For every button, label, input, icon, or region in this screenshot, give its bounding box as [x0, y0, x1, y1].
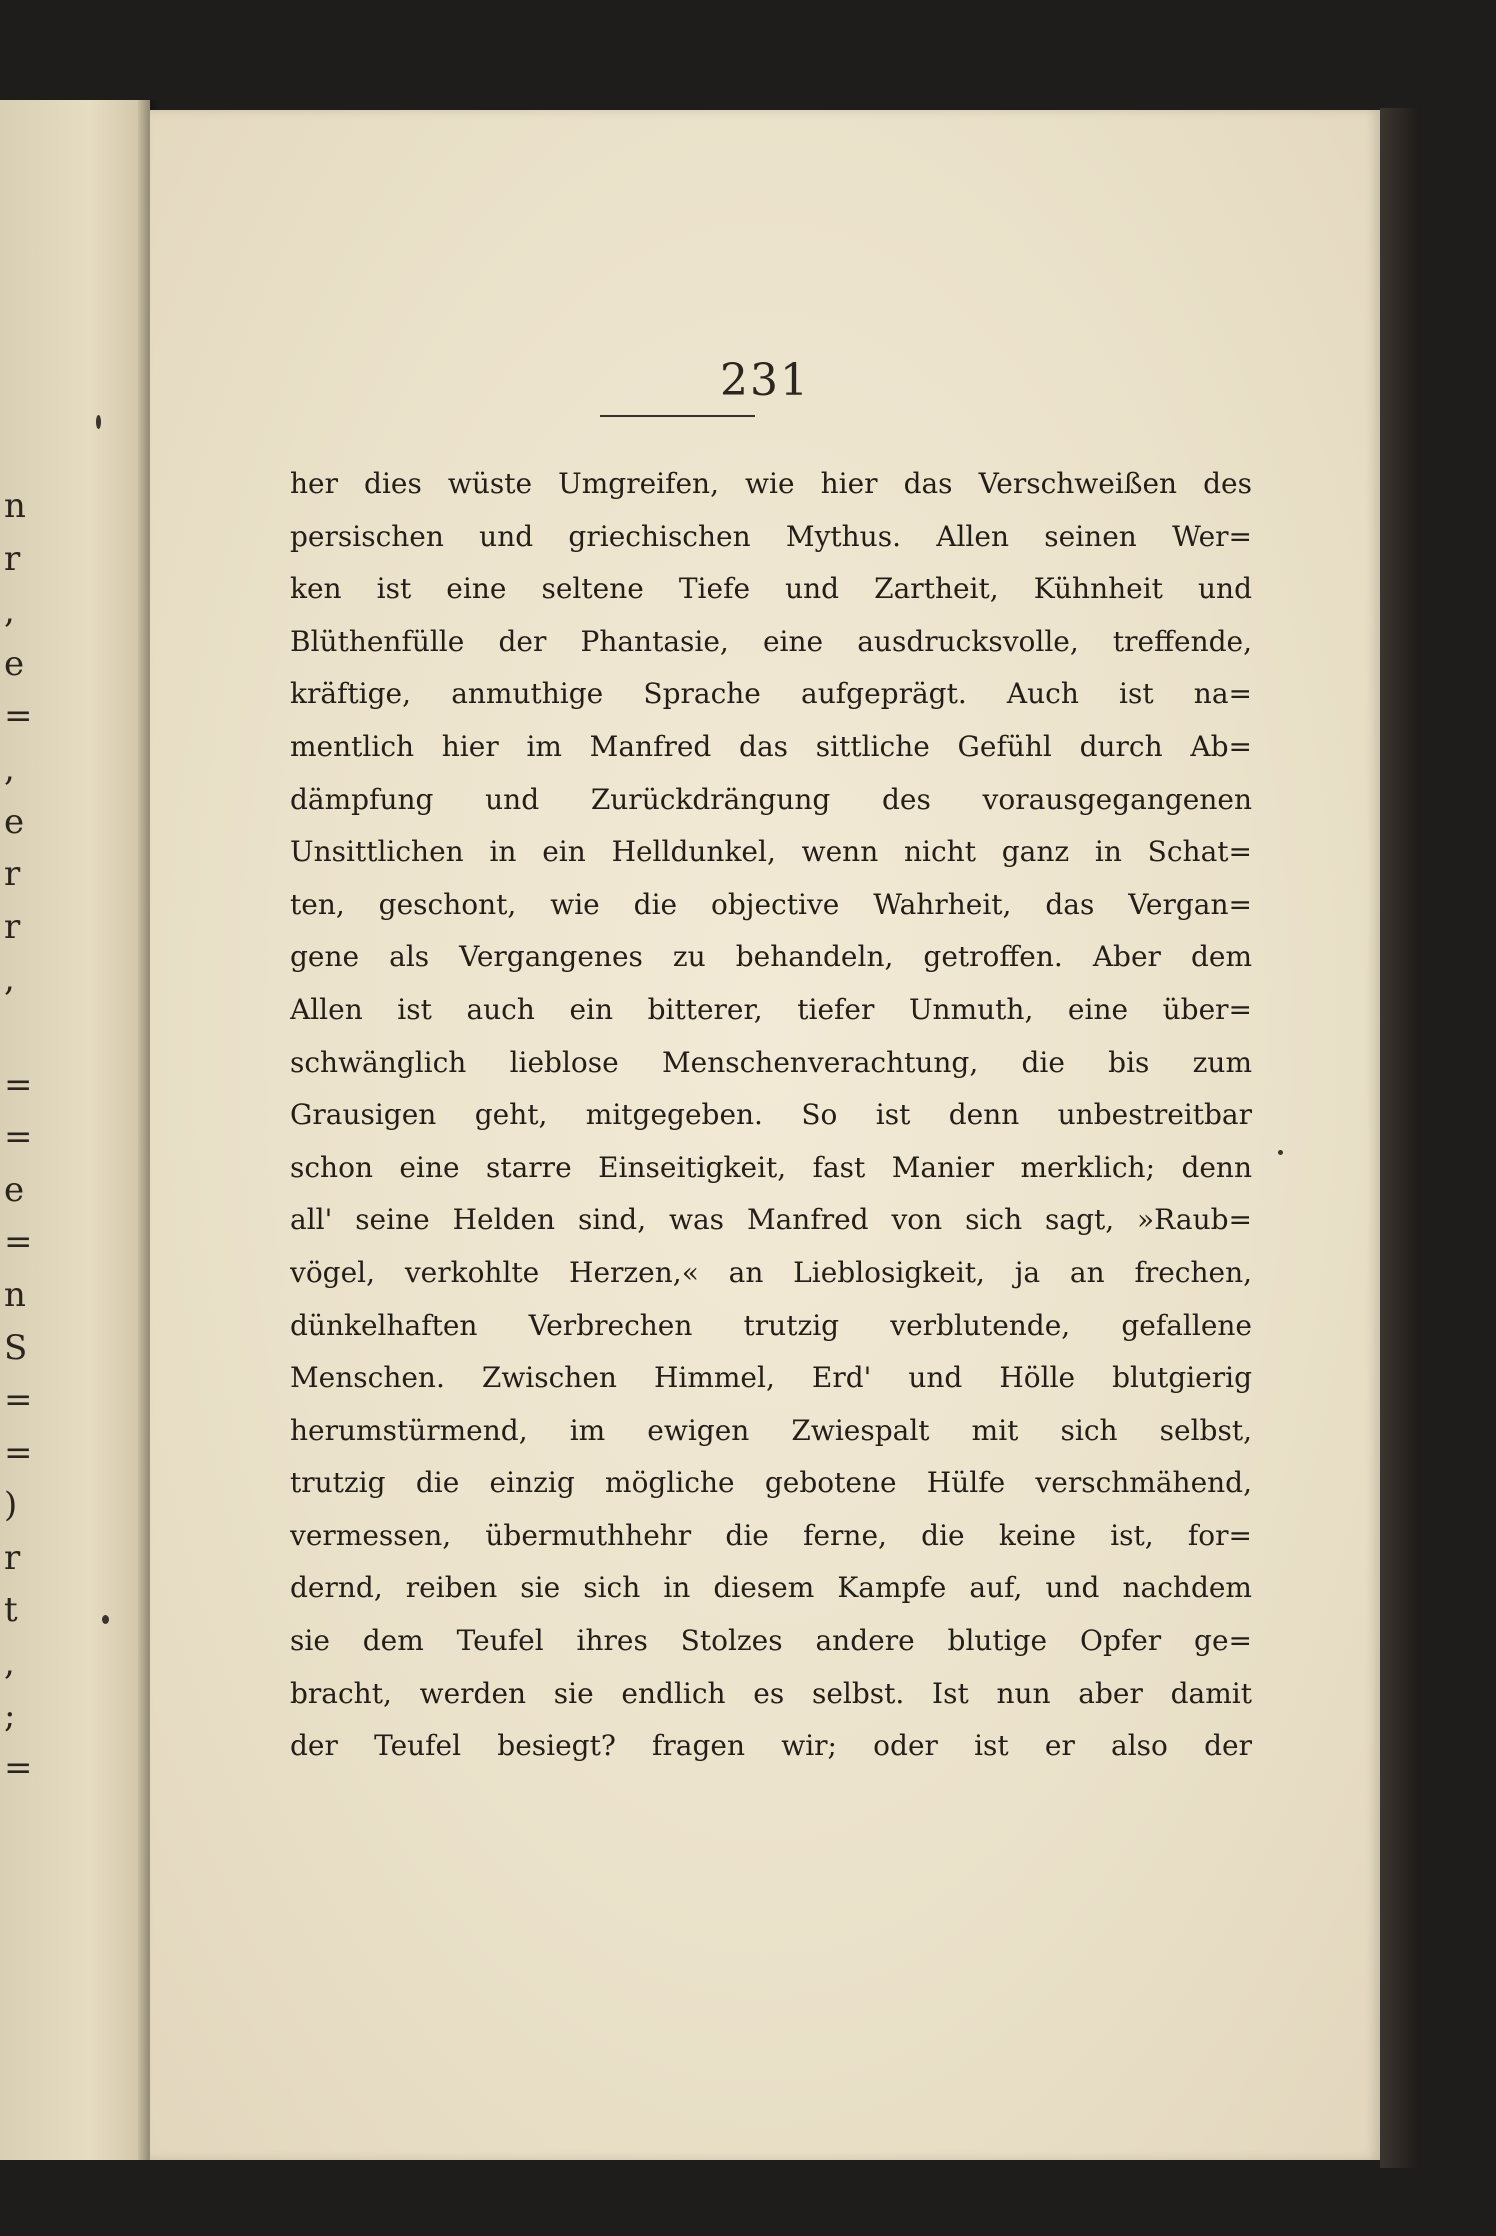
text-line: vermessen, übermuthhehr die ferne, die keine ist, for= — [290, 1518, 1252, 1552]
text-line: dämpfung und Zurückdrängung des vorausgegangenen — [290, 782, 1252, 816]
text-line: dernd, reiben sie sich in diesem Kampfe auf, und nachdem — [290, 1571, 1252, 1605]
text-line: herumstürmend, im ewigen Zwiespalt mit sich selbst, — [290, 1413, 1252, 1447]
text-line: gene als Vergangenes zu behandeln, getroffen. Aber dem — [290, 940, 1252, 974]
paper-speck — [102, 1615, 109, 1624]
body-text — [290, 458, 1252, 1773]
text-line: kräftige, anmuthige Sprache aufgeprägt. Auch ist na= — [290, 677, 1252, 711]
text-line: schon eine starre Einseitigkeit, fast Manier merklich; denn — [290, 1150, 1252, 1184]
paper-speck — [96, 415, 101, 429]
text-line: Grausigen geht, mitgegeben. So ist denn unbestreitbar — [290, 1098, 1252, 1132]
text-line: Blüthenfülle der Phantasie, eine ausdrucksvolle, treffende, — [290, 624, 1252, 658]
text-line: Allen ist auch ein bitterer, tiefer Unmuth, eine über= — [290, 992, 1252, 1026]
previous-page-margin-text: n r , e = , e r r , = = e = n S = = ) r t , ; = — [4, 486, 33, 1789]
previous-page-edge — [0, 100, 150, 2160]
text-line: dünkelhaften Verbrechen trutzig verblutende, gefallene — [290, 1308, 1252, 1342]
book-page — [150, 110, 1380, 2160]
text-line: Menschen. Zwischen Himmel, Erd' und Hölle blutgierig — [290, 1361, 1252, 1395]
text-line: vögel, verkohlte Herzen,« an Lieblosigkeit, ja an frechen, — [290, 1255, 1252, 1289]
text-line: persischen und griechischen Mythus. Allen seinen Wer= — [290, 519, 1252, 553]
paper-speck — [1278, 1150, 1283, 1155]
text-line: bracht, werden sie endlich es selbst. Ist nun aber damit — [290, 1676, 1252, 1710]
book-cover-edge — [1380, 108, 1420, 2168]
text-line: schwänglich lieblose Menschenverachtung, die bis zum — [290, 1045, 1252, 1079]
text-line: Unsittlichen in ein Helldunkel, wenn nicht ganz in Schat= — [290, 835, 1252, 869]
header-rule — [600, 415, 755, 417]
text-line: trutzig die einzig mögliche gebotene Hülfe verschmähend, — [290, 1466, 1252, 1500]
text-line: her dies wüste Umgreifen, wie hier das Verschweißen des — [290, 467, 1252, 500]
text-line: all' seine Helden sind, was Manfred von sich sagt, »Raub= — [290, 1203, 1252, 1237]
text-line: mentlich hier im Manfred das sittliche Gefühl durch Ab= — [290, 729, 1252, 763]
page-number: 231 — [720, 355, 810, 406]
text-line: ten, geschont, wie die objective Wahrheit, das Vergan= — [290, 887, 1252, 921]
text-line: der Teufel besiegt? fragen wir; oder ist er also der — [290, 1729, 1252, 1763]
text-line: sie dem Teufel ihres Stolzes andere blutige Opfer ge= — [290, 1624, 1252, 1658]
text-line: ken ist eine seltene Tiefe und Zartheit, Kühnheit und — [290, 572, 1252, 606]
